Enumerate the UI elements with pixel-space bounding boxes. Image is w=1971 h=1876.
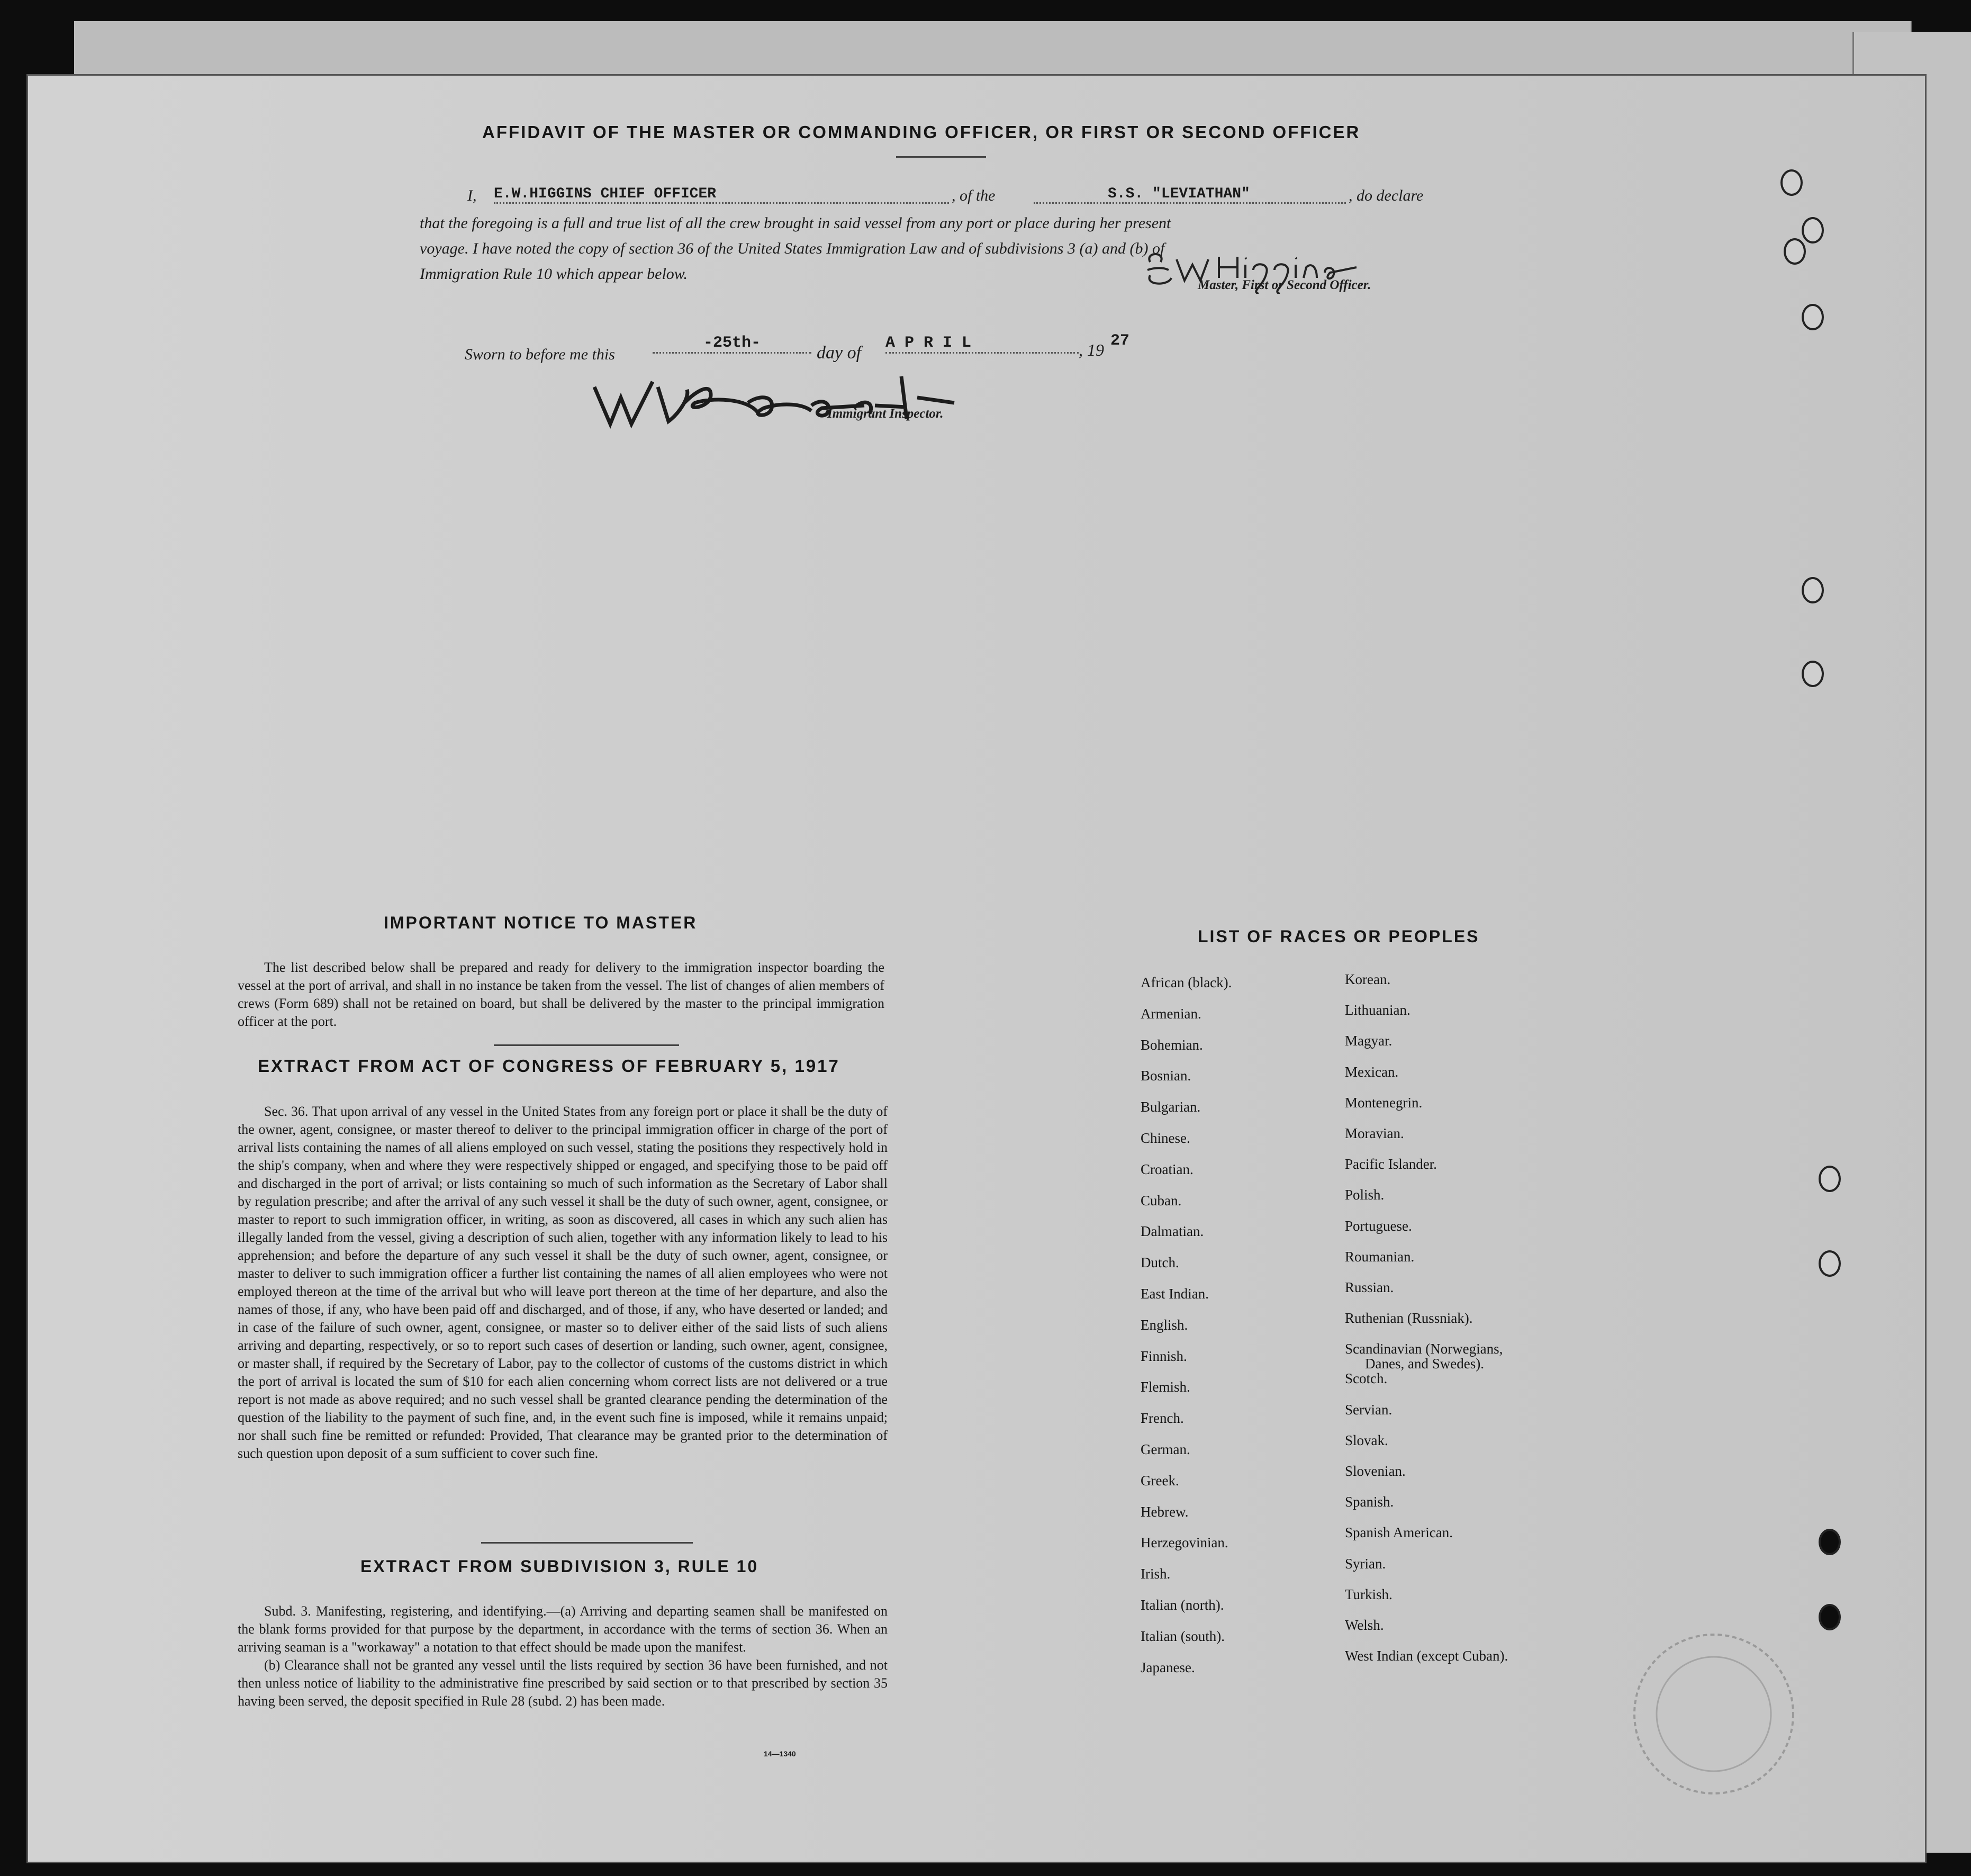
race-item: East Indian. (1141, 1286, 1209, 1302)
inspector-caption: Immigrant Inspector. (827, 407, 944, 421)
inspector-signature (589, 366, 960, 435)
race-item: Spanish. (1345, 1494, 1394, 1510)
form-number: 14—1340 (764, 1749, 796, 1758)
race-item: Slovak. (1345, 1432, 1388, 1448)
race-item: Italian (north). (1141, 1597, 1224, 1613)
race-item: Turkish. (1345, 1586, 1393, 1602)
race-item: Flemish. (1141, 1379, 1190, 1395)
race-item: German. (1141, 1441, 1190, 1457)
race-item: Bohemian. (1141, 1036, 1203, 1053)
race-item: Armenian. (1141, 1005, 1201, 1022)
subdivision-b: (b) Clearance shall not be granted any vessel until the lists required by section 36 have been furnished, and not then unless notice of liability to the administrative fine prescribed by said section or to that prescribed by section 35 having been served, the deposit specified in Rule 28 (subd. 2) has been made. (238, 1657, 888, 1709)
race-item: Polish. (1345, 1187, 1385, 1203)
race-item: Scotch. (1345, 1370, 1388, 1387)
race-item: Syrian. (1345, 1555, 1386, 1572)
vessel-name-field: S.S. "LEVIATHAN" (1034, 186, 1346, 204)
race-item: Welsh. (1345, 1617, 1384, 1633)
race-item: Dalmatian. (1141, 1223, 1204, 1240)
race-item: Bulgarian. (1141, 1099, 1201, 1115)
race-item: Russian. (1345, 1279, 1394, 1295)
affidavit-pronoun: I, (467, 187, 477, 204)
day-of-label: day of (817, 343, 862, 363)
race-item: Ruthenian (Russniak). (1345, 1310, 1473, 1327)
year-prefix: , 19 (1079, 340, 1104, 359)
race-item: Montenegrin. (1345, 1094, 1423, 1111)
race-item: Italian (south). (1141, 1628, 1225, 1644)
document-page (26, 74, 1927, 1863)
affidavit-line-2: that the foregoing is a full and true list of all the crew brought in said vessel from any port or place during her present (420, 214, 1171, 232)
race-item: Servian. (1345, 1401, 1393, 1418)
sworn-label: Sworn to before me this (465, 346, 615, 363)
affidavit-title: AFFIDAVIT OF THE MASTER OR COMMANDING OFFICER, OR FIRST OR SECOND OFFICER (482, 122, 1361, 142)
extract-act-body: Sec. 36. That upon arrival of any vessel in the United States from any foreign port or place it shall be the duty of the owner, agent, consignee, or master thereof to deliver to the principal immigration officer in charge of the port of arrival lists containing the names of all aliens employed on such vessel, stating the positions they respectively hold in the ship's company, when and where they were respectively shipped or engaged, and specifying those to be paid off and discharged in the port of arrival; or lists containing so much of such information as the Secretary of Labor shall by regulation prescribe; and after the arrival of any such vessel it shall be the duty of such owner, agent, consignee, or master to report to such immigration officer, in writing, as soon as discovered, all cases in which any such alien has illegally landed from the vessel, giving a description of such alien, together with any information likely to lead to his apprehension; and before the departure of any such vessel it shall be the duty of such owner, agent, consignee, or master to deliver to such immigration officer a further list containing the names of all alien employees who were not employed thereon at the time of the arrival but who will leave port thereon at the time of her departure, and also the names of those, if any, who have been paid off and discharged, and of those, if any, who have deserted or landed; and in case of the failure of such owner, agent, consignee, or master so to deliver either of the said lists of such aliens arriving and departing, respectively, or so to report such cases of desertion or landing, such owner, agent, consignee, or master shall, if required by the Secretary of Labor, pay to the collector of customs of the customs district in which the port of arrival is located the sum of $10 for each alien concerning whom correct lists are not delivered or a true report is not made as above required; and no such vessel shall be granted clearance pending the determination of the question of the liability to the payment of such fine, and, in the event such fine is imposed, while it remains unpaid; nor shall such fine be remitted or refunded: Provided, That clearance may be granted prior to the determination of such question upon deposit of a sum sufficient to cover such fine. (238, 1104, 888, 1461)
race-item: Herzegovinian. (1141, 1535, 1228, 1551)
binder-hole (1802, 217, 1824, 243)
race-item: Japanese. (1141, 1659, 1195, 1675)
title-divider (896, 156, 986, 158)
race-item: French. (1141, 1410, 1184, 1427)
divider (481, 1542, 693, 1544)
notice-body: The list described below shall be prepared and ready for delivery to the immigration inspector boarding the vessel at the port of arrival, and shall in no instance be taken from the vessel. The list of changes of alien members of crews (Form 689) shall not be retained on board, but shall be delivered by the master to the principal immigration officer at the port. (238, 960, 884, 1029)
race-item: Finnish. (1141, 1348, 1187, 1364)
officer-name-field: E.W.HIGGINS CHIEF OFFICER (494, 186, 949, 204)
race-item: African (black). (1141, 975, 1232, 990)
race-item: West Indian (except Cuban). (1345, 1648, 1508, 1664)
race-item: Chinese. (1141, 1130, 1190, 1146)
subdivision-a: Subd. 3. Manifesting, registering, and identifying.—(a) Arriving and departing seamen shall be manifested on the blank forms provided for that purpose by the department, in accordance with the terms of section 36. When an arriving seaman is a "workaway" a notation to that effect should be made upon the manifest. (238, 1603, 888, 1655)
binder-hole (1819, 1166, 1841, 1192)
sworn-day-field: -25th- (653, 334, 811, 354)
binder-hole (1802, 577, 1824, 603)
race-item: Irish. (1141, 1566, 1171, 1582)
faded-stamp (1626, 1627, 1801, 1801)
sworn-month-field: A P R I L (885, 334, 1079, 354)
binder-hole (1819, 1529, 1841, 1555)
race-item: Dutch. (1141, 1255, 1179, 1271)
race-item: Spanish American. (1345, 1525, 1453, 1541)
race-item: Greek. (1141, 1472, 1179, 1489)
race-item: Roumanian. (1345, 1248, 1415, 1265)
race-item: Bosnian. (1141, 1068, 1191, 1084)
race-item: Mexican. (1345, 1063, 1399, 1080)
binder-hole (1819, 1250, 1841, 1277)
year-suffix: 27 (1110, 332, 1130, 350)
race-item: Pacific Islander. (1345, 1156, 1437, 1172)
binder-hole (1780, 169, 1803, 196)
extract-act-title: EXTRACT FROM ACT OF CONGRESS OF FEBRUARY 5, 1917 (258, 1056, 840, 1076)
notice-title: IMPORTANT NOTICE TO MASTER (384, 913, 698, 932)
race-item: Portuguese. (1345, 1217, 1412, 1234)
binder-hole (1784, 238, 1806, 265)
race-item: Danes, and Swedes). (1365, 1356, 1484, 1372)
races-title: LIST OF RACES OR PEOPLES (1198, 927, 1480, 946)
race-item: Moravian. (1345, 1125, 1404, 1141)
affidavit-line-3: voyage. I have noted the copy of section 36 of the United States Immigration Law and of subdivisions 3 (a) and (b) of (420, 240, 1165, 257)
affidavit-line-4: Immigration Rule 10 which appear below. (420, 265, 688, 283)
do-declare-label: , do declare (1349, 187, 1424, 204)
race-item: Magyar. (1345, 1033, 1393, 1049)
race-item: Korean. (1345, 971, 1391, 987)
race-item: Hebrew. (1141, 1503, 1189, 1520)
race-item: Slovenian. (1345, 1463, 1406, 1479)
divider (494, 1044, 679, 1046)
binder-hole (1802, 304, 1824, 330)
signature-caption: Master, First or Second Officer. (1198, 278, 1371, 292)
binder-hole (1802, 661, 1824, 687)
extract-rule-title: EXTRACT FROM SUBDIVISION 3, RULE 10 (360, 1557, 759, 1576)
race-item: Croatian. (1141, 1161, 1194, 1177)
extract-rule-body (238, 1602, 888, 1710)
race-item: English. (1141, 1316, 1188, 1333)
of-the-label: , of the (952, 187, 996, 204)
race-item: Scandinavian (Norwegians, (1345, 1341, 1503, 1357)
race-item: Cuban. (1141, 1192, 1182, 1208)
binder-hole (1819, 1604, 1841, 1630)
race-item: Lithuanian. (1345, 1002, 1411, 1018)
